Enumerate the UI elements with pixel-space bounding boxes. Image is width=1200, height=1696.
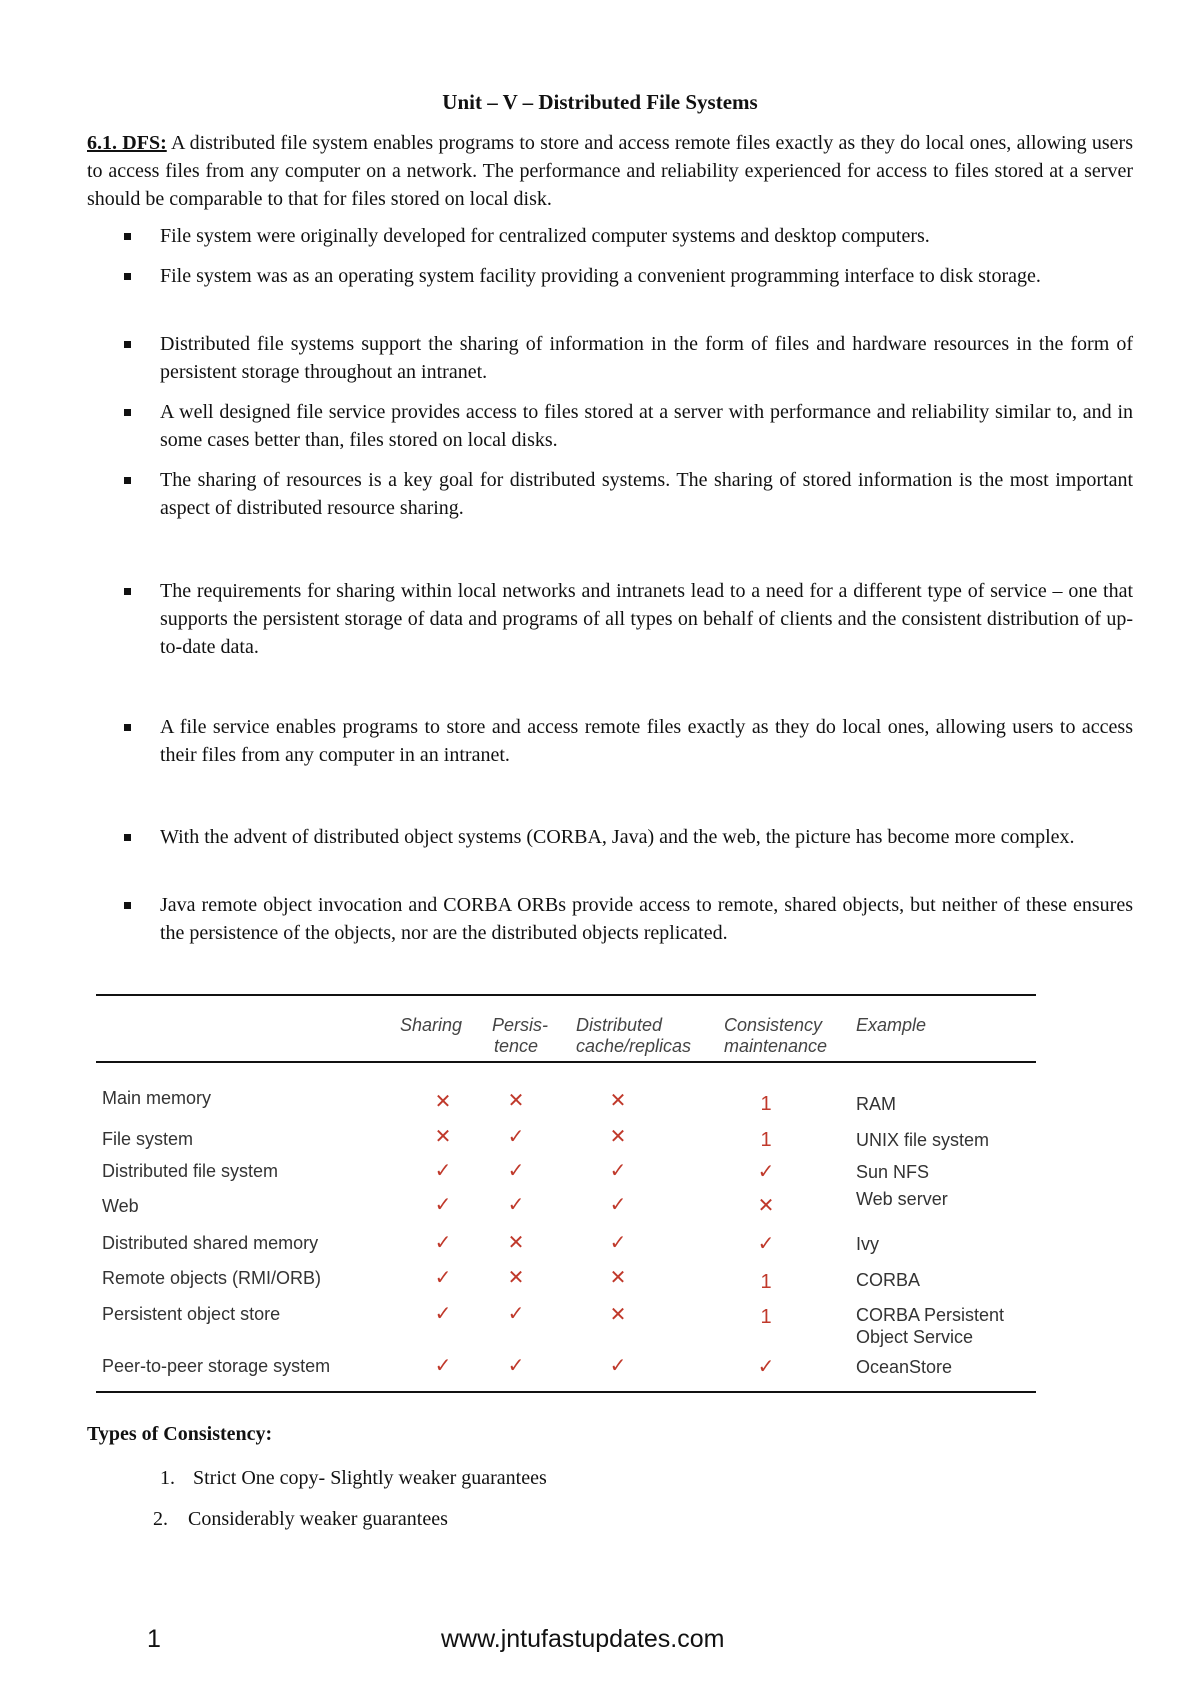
list-item: 1. Strict One copy- Slightly weaker guarantees xyxy=(160,1467,547,1489)
check-icon: ✓ xyxy=(507,1160,525,1182)
page-number: 1 xyxy=(147,1625,161,1653)
consistency-value: 1 xyxy=(760,1271,772,1293)
table-top-rule xyxy=(96,994,1036,996)
header-distributed: Distributed cache/replicas xyxy=(576,1015,692,1056)
row-label: Peer-to-peer storage system xyxy=(102,1356,331,1376)
check-icon: ✓ xyxy=(609,1232,627,1254)
bullet-item: Distributed file systems support the sharing of information in the form of files and hardware resources in the form of persistent storage throughout an intranet. xyxy=(160,330,1133,386)
header-sharing: Sharing xyxy=(400,1015,463,1035)
check-icon: ✓ xyxy=(434,1232,452,1254)
cross-icon: ✕ xyxy=(507,1090,525,1112)
header-example: Example xyxy=(856,1015,927,1035)
row-label: Persistent object store xyxy=(102,1304,281,1324)
intro-heading: 6.1. DFS: xyxy=(87,132,167,154)
check-icon: ✓ xyxy=(757,1233,775,1255)
check-icon: ✓ xyxy=(507,1194,525,1216)
check-icon: ✓ xyxy=(507,1355,525,1377)
consistency-value: 1 xyxy=(760,1093,772,1115)
example-text: UNIX file system xyxy=(856,1130,990,1150)
bullet-square-icon xyxy=(124,233,131,240)
bullet-item: With the advent of distributed object systems (CORBA, Java) and the web, the picture has become more complex. xyxy=(160,823,1133,851)
row-label: Distributed shared memory xyxy=(102,1233,319,1253)
example-text: Ivy xyxy=(856,1234,880,1254)
table-bottom-rule xyxy=(96,1391,1036,1393)
example-text: RAM xyxy=(856,1094,896,1114)
example-text: CORBA Persistent Object Service xyxy=(856,1305,1005,1347)
bullet-square-icon xyxy=(124,409,131,416)
check-icon: ✓ xyxy=(434,1303,452,1325)
intro-paragraph xyxy=(87,129,1133,213)
page-title: Unit – V – Distributed File Systems xyxy=(442,90,758,114)
check-icon: ✓ xyxy=(434,1160,452,1182)
header-consistency: Consistency maintenance xyxy=(724,1015,828,1056)
bullet-square-icon xyxy=(124,834,131,841)
bullet-square-icon xyxy=(124,902,131,909)
consistency-value: 1 xyxy=(760,1129,772,1151)
row-label: Web xyxy=(102,1196,139,1216)
check-icon: ✓ xyxy=(507,1303,525,1325)
bullet-item: File system was as an operating system facility providing a convenient programming interface to disk storage. xyxy=(160,262,1133,290)
row-label: Distributed file system xyxy=(102,1161,279,1181)
bullet-item: The sharing of resources is a key goal for distributed systems. The sharing of stored information is the most important aspect of distributed resource sharing. xyxy=(160,466,1133,522)
cross-icon: ✕ xyxy=(609,1090,627,1112)
intro-text: A distributed file system enables programs to store and access remote files exactly as they do local ones, allowing users to access files from any computer on a network. The performance and reliability experienced for access to files stored at a server should be comparable to that for files stored on local disk. xyxy=(87,132,1133,210)
row-label: File system xyxy=(102,1129,194,1149)
cross-icon: ✕ xyxy=(757,1195,775,1217)
header-persistence: Persis- tence xyxy=(492,1015,549,1056)
bullet-item: Java remote object invocation and CORBA ORBs provide access to remote, shared objects, but neither of these ensures the persistence of the objects, nor are the distributed objects replicated. xyxy=(160,891,1133,947)
check-icon: ✓ xyxy=(507,1126,525,1148)
bullet-item: A file service enables programs to store and access remote files exactly as they do local ones, allowing users to access their files from any computer in an intranet. xyxy=(160,713,1133,769)
check-icon: ✓ xyxy=(757,1356,775,1378)
row-label: Remote objects (RMI/ORB) xyxy=(102,1268,322,1288)
bullet-square-icon xyxy=(124,477,131,484)
check-icon: ✓ xyxy=(609,1194,627,1216)
example-text: Sun NFS xyxy=(856,1162,930,1182)
cross-icon: ✕ xyxy=(609,1267,627,1289)
bullet-square-icon xyxy=(124,588,131,595)
check-icon: ✓ xyxy=(609,1160,627,1182)
cross-icon: ✕ xyxy=(434,1091,452,1113)
example-text: Web server xyxy=(856,1189,948,1209)
example-text: CORBA xyxy=(856,1270,921,1290)
footer-website: www.jntufastupdates.com xyxy=(441,1625,725,1653)
bullet-square-icon xyxy=(124,341,131,348)
check-icon: ✓ xyxy=(757,1161,775,1183)
bullet-square-icon xyxy=(124,724,131,731)
check-icon: ✓ xyxy=(434,1355,452,1377)
list-item: 2. Considerably weaker guarantees xyxy=(153,1508,448,1530)
table-header-rule xyxy=(96,1061,1036,1063)
cross-icon: ✕ xyxy=(507,1232,525,1254)
bullet-item: File system were originally developed for centralized computer systems and desktop computers. xyxy=(160,222,1133,250)
cross-icon: ✕ xyxy=(609,1126,627,1148)
bullet-item: A well designed file service provides access to files stored at a server with performance and reliability similar to, and in some cases better than, files stored on local disks. xyxy=(160,398,1133,454)
cross-icon: ✕ xyxy=(507,1267,525,1289)
example-text: OceanStore xyxy=(856,1357,953,1377)
cross-icon: ✕ xyxy=(434,1126,452,1148)
check-icon: ✓ xyxy=(609,1355,627,1377)
bullet-item: The requirements for sharing within local networks and intranets lead to a need for a different type of service – one that supports the persistent storage of data and programs of all types on behalf of clients and the consistent distribution of up-to-date data. xyxy=(160,577,1133,661)
check-icon: ✓ xyxy=(434,1267,452,1289)
check-icon: ✓ xyxy=(434,1194,452,1216)
bullet-square-icon xyxy=(124,273,131,280)
consistency-value: 1 xyxy=(760,1306,772,1328)
row-label: Main memory xyxy=(102,1088,212,1108)
consistency-heading: Types of Consistency: xyxy=(87,1423,273,1445)
cross-icon: ✕ xyxy=(609,1304,627,1326)
